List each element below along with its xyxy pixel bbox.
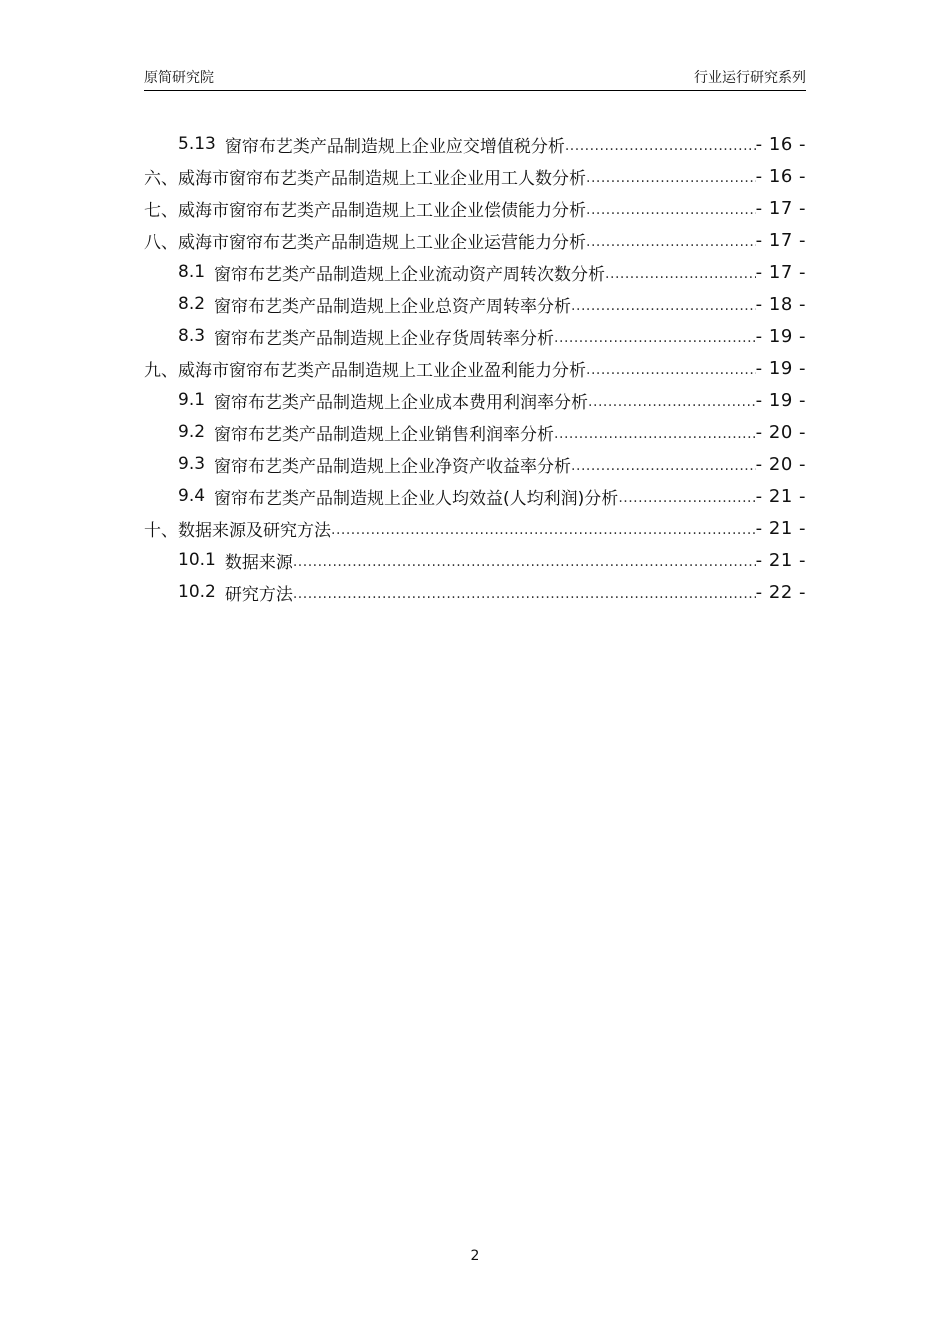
toc-entry-title: 威海市窗帘布艺类产品制造规上工业企业运营能力分析 (178, 232, 586, 253)
toc-entry-number: 8.1 (178, 262, 206, 282)
toc-entry-number: 9.1 (178, 390, 206, 410)
toc-entry-number: 六、 (144, 168, 178, 189)
toc-entry-title: 研究方法 (224, 584, 293, 605)
toc-entry-page: - 22 - (755, 581, 806, 603)
page-header (144, 66, 806, 91)
toc-entry-number: 十、 (144, 520, 178, 541)
toc-entry-number: 9.4 (178, 486, 206, 506)
toc-entry-page: - 20 - (755, 421, 806, 443)
toc-dot-leader (293, 582, 756, 602)
toc-entry[interactable] (144, 224, 806, 256)
toc-entry-number: 9.2 (178, 422, 206, 442)
toc-entry[interactable] (144, 512, 806, 544)
toc-entry-page: - 19 - (755, 325, 806, 347)
toc-dot-leader (586, 230, 756, 250)
toc-entry[interactable] (144, 544, 806, 576)
toc-entry[interactable] (144, 256, 806, 288)
toc-entry[interactable] (144, 320, 806, 352)
toc-entry-number: 8.2 (178, 294, 206, 314)
toc-entry-page: - 21 - (755, 517, 806, 539)
toc-entry[interactable] (144, 192, 806, 224)
toc-dot-leader (571, 454, 756, 474)
toc-entry-number: 九、 (144, 360, 178, 381)
toc-entry-page: - 18 - (755, 293, 806, 315)
toc-entry[interactable] (144, 480, 806, 512)
toc-entry-page: - 17 - (755, 261, 806, 283)
toc-dot-leader (605, 262, 756, 282)
toc-entry-title: 窗帘布艺类产品制造规上企业存货周转率分析 (214, 328, 555, 349)
toc-entry-title: 窗帘布艺类产品制造规上企业成本费用利润率分析 (214, 392, 589, 413)
toc-entry-title: 威海市窗帘布艺类产品制造规上工业企业用工人数分析 (178, 168, 586, 189)
toc-dot-leader (554, 326, 756, 346)
toc-entry-title: 窗帘布艺类产品制造规上企业流动资产周转次数分析 (214, 264, 606, 285)
page-number: 2 (470, 1248, 480, 1264)
toc-entry-title: 窗帘布艺类产品制造规上企业净资产收益率分析 (214, 456, 572, 477)
toc-entry-page: - 17 - (755, 197, 806, 219)
toc-entry-page: - 19 - (755, 389, 806, 411)
toc-entry[interactable] (144, 416, 806, 448)
toc-entry-page: - 16 - (755, 165, 806, 187)
toc-entry[interactable] (144, 384, 806, 416)
toc-entry[interactable] (144, 288, 806, 320)
toc-entry-page: - 16 - (755, 133, 806, 155)
toc-entry[interactable] (144, 576, 806, 608)
toc-entry[interactable] (144, 352, 806, 384)
toc-dot-leader (588, 390, 756, 410)
toc-entry-number: 八、 (144, 232, 178, 253)
toc-entry[interactable] (144, 448, 806, 480)
toc-entry-page: - 20 - (755, 453, 806, 475)
toc-dot-leader (586, 166, 756, 186)
toc-dot-leader (571, 294, 756, 314)
toc-entry-title: 威海市窗帘布艺类产品制造规上工业企业盈利能力分析 (178, 360, 586, 381)
toc-dot-leader (618, 486, 755, 506)
toc-entry-title: 数据来源及研究方法 (178, 520, 331, 541)
toc-entry-page: - 17 - (755, 229, 806, 251)
toc-entry-number: 9.3 (178, 454, 206, 474)
toc-entry-number: 8.3 (178, 326, 206, 346)
toc-entry-number: 七、 (144, 200, 178, 221)
toc-entry-title: 数据来源 (224, 552, 293, 573)
toc-entry-number: 5.13 (178, 134, 216, 154)
toc-entry-page: - 21 - (755, 549, 806, 571)
header-series-name: 行业运行研究系列 (694, 70, 806, 86)
toc-entry-number: 10.1 (178, 550, 216, 570)
toc-entry-page: - 19 - (755, 357, 806, 379)
toc-entry-title: 窗帘布艺类产品制造规上企业人均效益(人均利润)分析 (214, 488, 619, 509)
toc-entry[interactable] (144, 160, 806, 192)
toc-dot-leader (586, 198, 756, 218)
toc-dot-leader (331, 518, 756, 538)
toc-entry[interactable] (144, 128, 806, 160)
toc-dot-leader (565, 134, 756, 154)
toc-entry-number: 10.2 (178, 582, 216, 602)
toc-dot-leader (554, 422, 756, 442)
header-org-name: 原简研究院 (144, 70, 214, 86)
toc-entry-title: 窗帘布艺类产品制造规上企业总资产周转率分析 (214, 296, 572, 317)
toc-dot-leader (293, 550, 756, 570)
table-of-contents (144, 128, 806, 608)
toc-entry-title: 窗帘布艺类产品制造规上企业销售利润率分析 (214, 424, 555, 445)
toc-entry-title: 窗帘布艺类产品制造规上企业应交增值税分析 (224, 136, 565, 157)
toc-entry-page: - 21 - (755, 485, 806, 507)
toc-entry-title: 威海市窗帘布艺类产品制造规上工业企业偿债能力分析 (178, 200, 586, 221)
toc-dot-leader (586, 358, 756, 378)
